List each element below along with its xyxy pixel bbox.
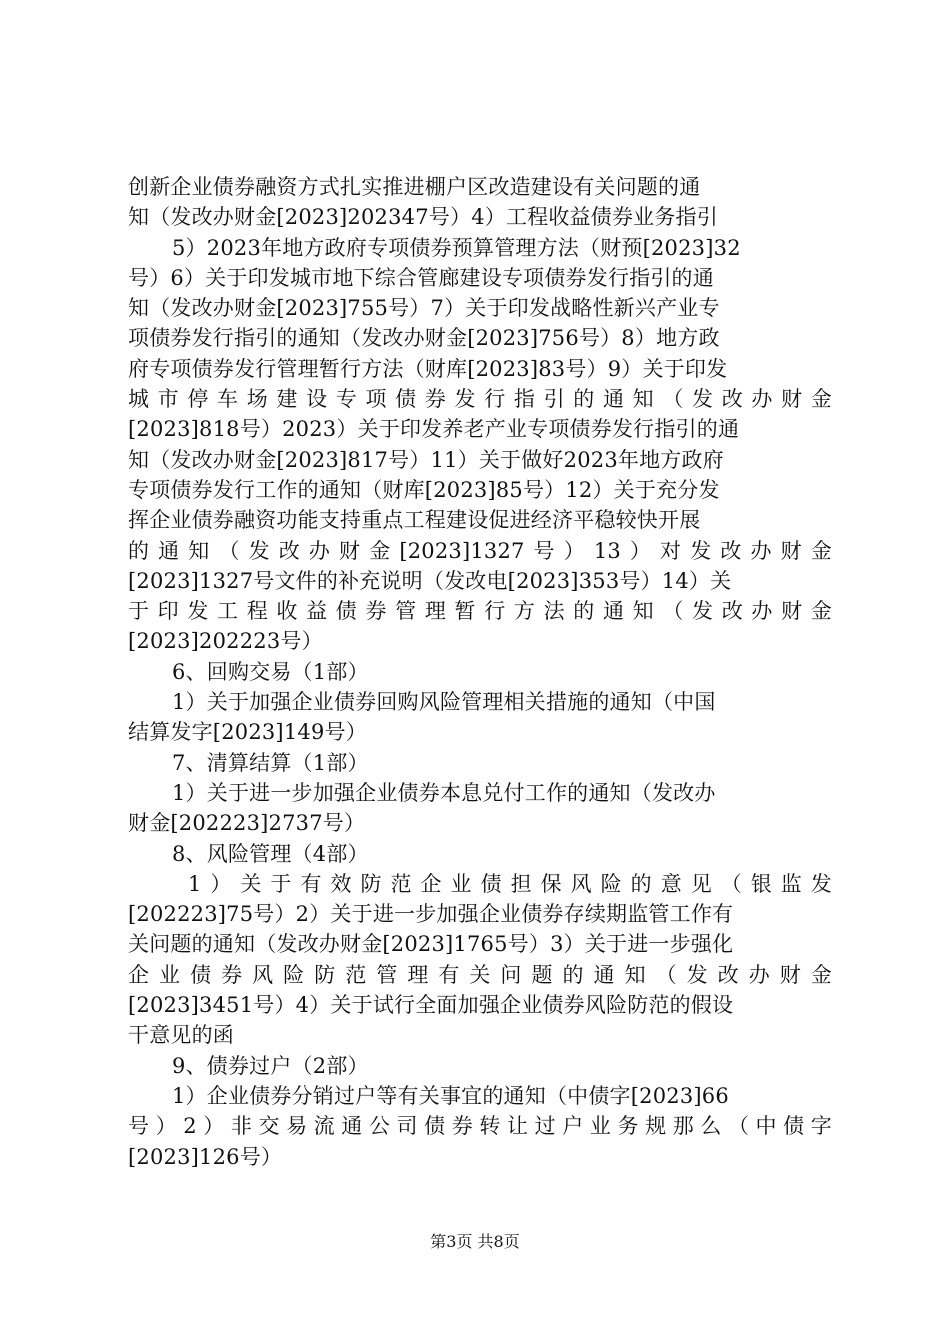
section-heading: 6、回购交易（1部） <box>172 659 369 684</box>
section-heading: 8、风险管理（4部） <box>172 841 369 866</box>
text-line: 1）企业债券分销过户等有关事宜的通知（中债字[2023]66 <box>172 1083 729 1108</box>
section-heading: 9、债券过户（2部） <box>172 1053 369 1078</box>
text-line: 1）关于加强企业债券回购风险管理相关措施的通知（中国 <box>172 690 716 715</box>
text-line: 府专项债券发行管理暂行方法（财库[2023]83号）9）关于印发 <box>128 356 728 381</box>
text-line: 5）2023年地方政府专项债券预算管理方法（财预[2023]32 <box>172 235 741 260</box>
text-line: 挥企业债券融资功能支持重点工程建设促进经济平稳较快开展 <box>128 508 701 533</box>
text-line: [2023]202223号） <box>128 629 323 654</box>
text-line: 创新企业债券融资方式扎实推进棚户区改造建设有关问题的通 <box>128 175 701 199</box>
page-number-footer: 第3页 共8页 <box>430 1232 520 1251</box>
text-line: 知（发改办财金[2023]817号）11）关于做好2023年地方政府 <box>128 447 724 472</box>
text-line: 知（发改办财金[2023]202347号）4）工程收益债券业务指引 <box>128 205 718 230</box>
text-line: [2023]126号） <box>128 1144 283 1169</box>
text-line: 项债券发行指引的通知（发改办财金[2023]756号）8）地方政 <box>128 326 720 351</box>
text-line: 1）关于进一步加强企业债券本息兑付工作的通知（发改办 <box>172 780 716 805</box>
text-line: 财金[202223]2737号） <box>128 811 366 836</box>
text-line: 结算发字[2023]149号） <box>128 720 367 745</box>
text-line: 于印发工程收益债券管理暂行方法的通知（发改办财金 <box>128 599 832 624</box>
section-heading: 7、清算结算（1部） <box>172 750 369 775</box>
text-line: [202223]75号）2）关于进一步加强企业债券存续期监管工作有 <box>128 902 734 927</box>
text-line: 企业债券风险防范管理有关问题的通知（发改办财金 <box>128 962 832 987</box>
document-body <box>128 172 832 1172</box>
text-line: 号）6）关于印发城市地下综合管廊建设专项债券发行指引的通 <box>128 265 714 290</box>
text-line: [2023]1327号文件的补充说明（发改电[2023]353号）14）关 <box>128 568 732 593</box>
text-line: 专项债券发行工作的通知（财库[2023]85号）12）关于充分发 <box>128 477 720 502</box>
text-line: 干意见的函 <box>128 1023 234 1048</box>
text-line: 的通知（发改办财金[2023]1327号）13）对发改办财金 <box>128 538 832 563</box>
text-line: 知（发改办财金[2023]755号）7）关于印发战略性新兴产业专 <box>128 296 720 321</box>
text-line: [2023]818号）2023）关于印发养老产业专项债券发行指引的通 <box>128 417 740 442</box>
text-line: 1）关于有效防范企业债担保风险的意见（银监发 <box>188 871 832 896</box>
text-line: [2023]3451号）4）关于试行全面加强企业债券风险防范的假设 <box>128 993 734 1018</box>
text-line: 号）2）非交易流通公司债券转让过户业务规那么（中债字 <box>128 1114 832 1139</box>
text-line: 城市停车场建设专项债券发行指引的通知（发改办财金 <box>128 387 832 412</box>
text-line: 关问题的通知（发改办财金[2023]1765号）3）关于进一步强化 <box>128 932 734 957</box>
